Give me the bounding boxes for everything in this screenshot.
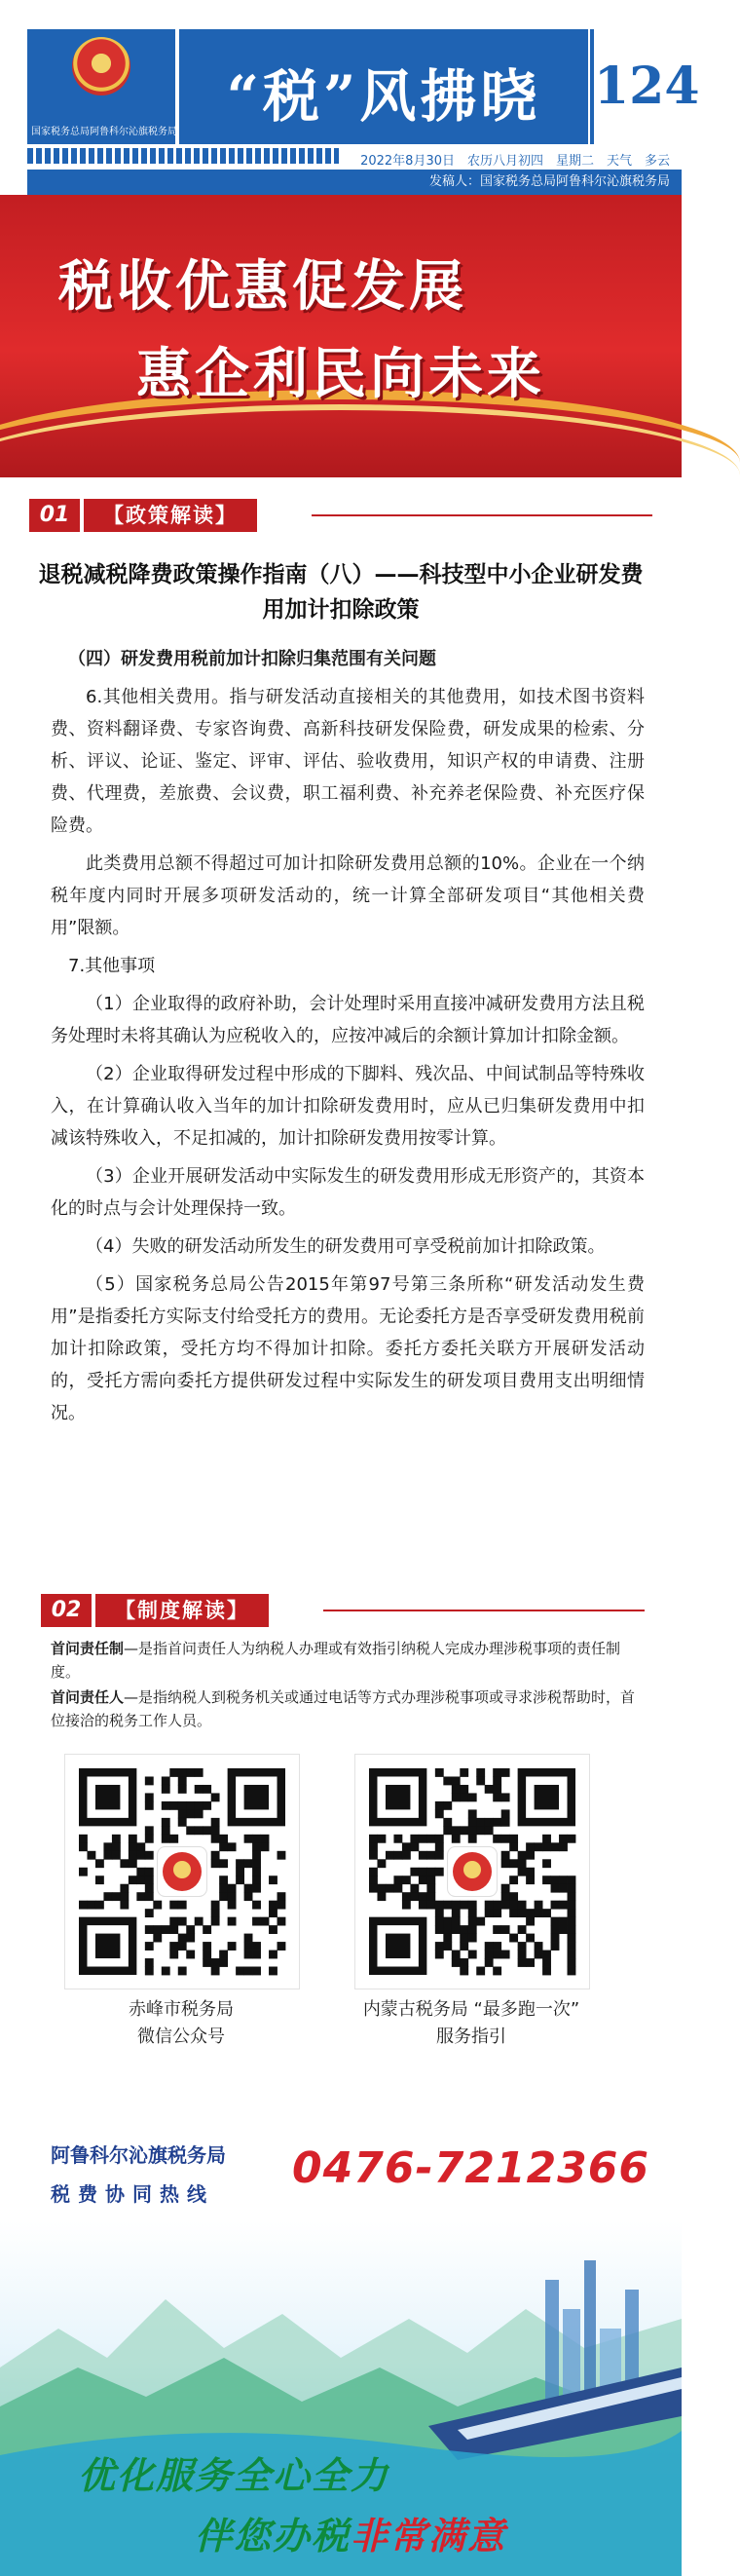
article-body <box>51 643 645 1435</box>
section-2-number: 02 <box>41 1594 92 1627</box>
body-paragraph: 7.其他事项 <box>68 956 156 976</box>
system-definition-1 <box>51 1637 645 1684</box>
hotline-org: 阿鲁科尔沁旗税务局 <box>51 2143 226 2167</box>
qr-left-caption-2: 微信公众号 <box>137 2027 225 2047</box>
banner-headline-1: 税收优惠促发展 <box>58 255 467 319</box>
hotline-number[interactable]: 0476-7212366 <box>292 2143 650 2193</box>
section-1-label: 【政策解读】 <box>84 499 257 532</box>
section-2-rule <box>323 1610 645 1611</box>
body-paragraph: 6.其他相关费用。指与研发活动直接相关的其他费用，如技术图书资料费、资料翻译费、专家咨询费、高新科技研发保险费，研发成果的检索、分析、评议、论证、鉴定、评审、评估、验收费用，知识产权的申请费、注册费、代理费，差旅费、会议费，职工福利费、补充养老保险费、补充医疗保险费。 <box>51 687 645 836</box>
qr-right-caption-2: 服务指引 <box>436 2027 506 2047</box>
hotline-label: 税费协同热线 <box>51 2182 214 2206</box>
footer-slogan-2a: 伴您办税 <box>195 2514 352 2557</box>
masthead <box>0 0 700 195</box>
masthead-title: “税”风拂晓 <box>226 63 541 130</box>
footer-slogan-2b: 非常满意 <box>351 2514 507 2557</box>
system-definition-2 <box>51 1686 645 1732</box>
section-2-label: 【制度解读】 <box>95 1594 269 1627</box>
emblem-caption: 国家税务总局阿鲁科尔沁旗税务局 <box>31 127 177 137</box>
issue-number: 124 <box>594 57 700 116</box>
section-2-tag <box>41 1594 645 1627</box>
qr-left-caption-1: 赤峰市税务局 <box>129 1999 234 2020</box>
footer-slogan-1: 优化服务全心全力 <box>78 2453 390 2497</box>
publisher-line: 发稿人：国家税务总局阿鲁科尔沁旗税务局 <box>27 170 682 195</box>
article-title: 退税减税降费政策操作指南（八）——科技型中小企业研发费用加计扣除政策 <box>38 562 644 623</box>
body-paragraph: （3）企业开展研发活动中实际发生的研发费用形成无形资产的，其资本化的时点与会计处理保持一致。 <box>51 1166 645 1219</box>
body-paragraph: （2）企业取得研发过程中形成的下脚料、残次品、中间试制品等特殊收入，在计算确认收入当年的加计扣除研发费用时，应从已归集研发费用中扣减该特殊收入，不足扣减的，加计扣除研发费用按零计算。 <box>51 1064 645 1149</box>
qr-right-caption-1: 内蒙古税务局 “最多跑一次” <box>362 1999 580 2020</box>
body-paragraph: （5）国家税务总局公告2015年第97号第三条所称“研发活动发生费用”是指委托方实际支付给受托方的费用。无论委托方是否享受研发费用税前加计扣除政策，受托方均不得加计扣除。委托方委托关联方开展研发活动的，受托方需向委托方提供研发过程中实际发生的研发项目费用支出明细情况。 <box>51 1274 645 1423</box>
qr-card-left[interactable] <box>64 1754 300 1989</box>
definition-text: —是指纳税人到税务机关或通过电话等方式办理涉税事项或寻求涉税帮助时，首位接洽的税务工作人员。 <box>51 1688 636 1729</box>
term-first-responsibility-system: 首问责任制 <box>51 1640 125 1657</box>
body-paragraph: 此类费用总额不得超过可加计扣除研发费用总额的10%。企业在一个纳税年度内同时开展多项研发活动的，统一计算全部研发项目“其他相关费用”限额。 <box>51 853 645 938</box>
definition-text: —是指首问责任人为纳税人办理或有效指引纳税人完成办理涉税事项的责任制度。 <box>51 1640 621 1681</box>
qr-code-service-guide-icon <box>355 1755 589 1989</box>
body-subheading: （四）研发费用税前加计扣除归集范围有关问题 <box>68 649 436 669</box>
footer-slogan-2 <box>195 2506 506 2559</box>
body-paragraph: （1）企业取得的政府补助，会计处理时采用直接冲减研发费用方法且税务处理时未将其确认为应税收入的，应按冲减后的余额计算加计扣除金额。 <box>51 994 645 1046</box>
emblem-panel <box>27 29 175 144</box>
section-1-tag <box>29 499 652 532</box>
term-first-responsible-person: 首问责任人 <box>51 1688 125 1706</box>
section-1-rule <box>312 514 652 516</box>
hero-banner <box>0 195 682 477</box>
footer-scene <box>0 2221 682 2576</box>
section-1-number: 01 <box>29 499 80 532</box>
body-paragraph: （4）失败的研发活动所发生的研发费用可享受税前加计扣除政策。 <box>86 1236 606 1257</box>
ornament-strip <box>27 148 339 164</box>
qr-card-right[interactable] <box>354 1754 590 1989</box>
banner-headline-2: 惠企利民向未来 <box>136 343 545 406</box>
qr-code-wechat-icon <box>65 1755 299 1989</box>
date-line: 2022年8月30日 农历八月初四 星期二 天气 多云 <box>360 154 670 169</box>
masthead-title-panel <box>179 29 588 144</box>
tax-emblem-icon <box>72 37 130 95</box>
issue-panel <box>590 29 700 144</box>
